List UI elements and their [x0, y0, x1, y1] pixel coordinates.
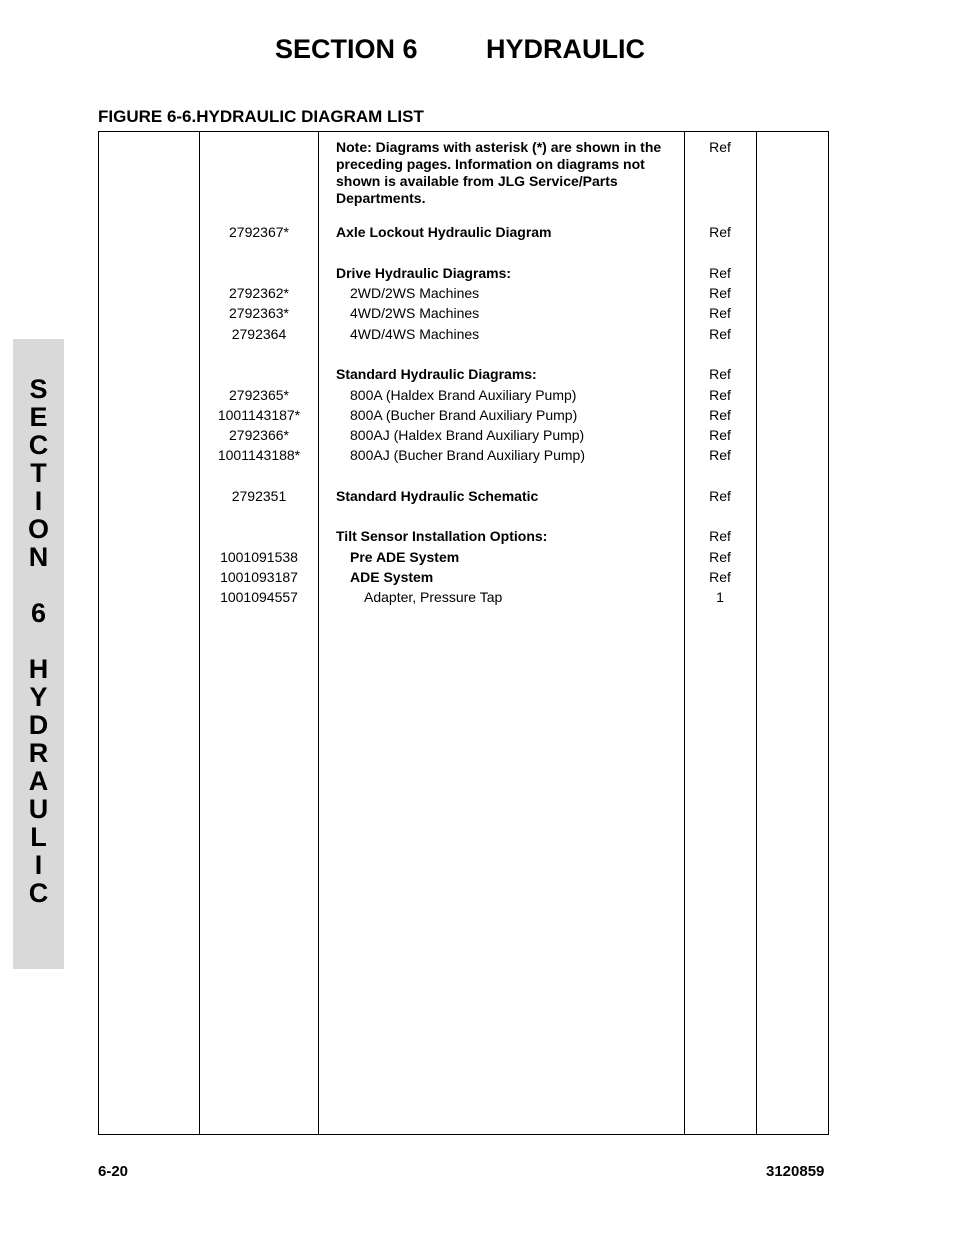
side-tab-letter: T — [30, 458, 47, 488]
side-tab-letter: S — [29, 374, 48, 404]
part-number-cell: 2792364 — [231, 326, 287, 342]
description-cell: Axle Lockout Hydraulic Diagram — [336, 224, 552, 240]
side-tab-letter: E — [29, 402, 48, 432]
part-number-cell: 2792351 — [231, 488, 287, 504]
quantity-cell: Ref — [709, 488, 731, 504]
quantity-cell: Ref — [709, 366, 731, 382]
part-number-cell: 2792363* — [229, 305, 289, 321]
quantity-cell: Ref — [709, 549, 731, 565]
section-title: HYDRAULIC — [486, 34, 645, 64]
part-number-cell: 2792362* — [229, 285, 289, 301]
side-tab-letter: Y — [29, 682, 48, 712]
part-number-cell: 2792365* — [229, 387, 289, 403]
quantity-cell: Ref — [709, 305, 731, 321]
section-side-tab — [13, 339, 64, 969]
part-number-cell: 1001094557 — [220, 589, 298, 605]
quantity-cell: Ref — [709, 265, 731, 281]
parts-table — [98, 131, 829, 1135]
side-tab-letter: O — [27, 514, 49, 544]
quantity-cell: Ref — [709, 285, 731, 301]
side-tab-letter: L — [30, 822, 47, 852]
description-cell: 800AJ (Haldex Brand Auxiliary Pump) — [350, 427, 585, 443]
quantity-cell: Ref — [709, 407, 731, 423]
side-tab-letter: 6 — [30, 598, 47, 628]
side-tab-letter: D — [28, 710, 49, 740]
page-number: 6-20 — [98, 1163, 129, 1180]
quantity-cell: Ref — [709, 427, 731, 443]
document-number: 3120859 — [766, 1163, 825, 1180]
description-cell: Adapter, Pressure Tap — [364, 589, 503, 605]
quantity-cell: 1 — [716, 589, 724, 605]
side-tab-letter: I — [34, 486, 43, 516]
description-cell: ADE System — [350, 569, 434, 585]
part-number-cell: 1001143187* — [217, 407, 301, 423]
quantity-cell: Ref — [709, 139, 731, 155]
description-cell: 800AJ (Bucher Brand Auxiliary Pump) — [350, 447, 585, 463]
side-tab-letter: H — [28, 654, 49, 684]
quantity-cell: Ref — [709, 387, 731, 403]
column-divider — [684, 132, 685, 1134]
side-tab-letter — [13, 571, 64, 599]
description-cell: 4WD/4WS Machines — [350, 326, 480, 342]
description-cell: 800A (Haldex Brand Auxiliary Pump) — [350, 387, 577, 403]
description-cell: Standard Hydraulic Schematic — [336, 488, 539, 504]
section-number: SECTION 6 — [275, 34, 418, 64]
side-tab-letter: C — [28, 430, 49, 460]
column-divider — [318, 132, 319, 1134]
quantity-cell: Ref — [709, 326, 731, 342]
column-divider — [756, 132, 757, 1134]
side-tab-letter: R — [28, 738, 49, 768]
part-number-cell: 1001143188* — [217, 447, 301, 463]
part-number-cell: 1001091538 — [220, 549, 298, 565]
description-cell: Drive Hydraulic Diagrams: — [336, 265, 512, 281]
description-cell: 2WD/2WS Machines — [350, 285, 480, 301]
side-tab-letter: N — [28, 542, 49, 572]
side-tab-letter: A — [28, 766, 49, 796]
description-cell: Pre ADE System — [350, 549, 460, 565]
side-tab-letter — [13, 627, 64, 655]
quantity-cell: Ref — [709, 447, 731, 463]
quantity-cell: Ref — [709, 569, 731, 585]
side-tab-letters — [13, 375, 64, 907]
side-tab-letter: C — [28, 878, 49, 908]
part-number-cell: 1001093187 — [220, 569, 298, 585]
description-cell: 4WD/2WS Machines — [350, 305, 480, 321]
page-header — [275, 34, 645, 65]
part-number-cell: 2792367* — [229, 224, 289, 240]
quantity-cell: Ref — [709, 528, 731, 544]
side-tab-letter: I — [34, 850, 43, 880]
part-number-cell: 2792366* — [229, 427, 289, 443]
description-cell: Note: Diagrams with asterisk (*) are shown in the preceding pages. Information on diagrams not shown is available from JLG Service/Parts Departments. — [336, 139, 662, 206]
figure-title: FIGURE 6-6.HYDRAULIC DIAGRAM LIST — [98, 107, 424, 126]
description-cell: 800A (Bucher Brand Auxiliary Pump) — [350, 407, 578, 423]
side-tab-letter: U — [28, 794, 49, 824]
description-cell: Standard Hydraulic Diagrams: — [336, 366, 537, 382]
description-cell: Tilt Sensor Installation Options: — [336, 528, 548, 544]
quantity-cell: Ref — [709, 224, 731, 240]
column-divider — [199, 132, 200, 1134]
